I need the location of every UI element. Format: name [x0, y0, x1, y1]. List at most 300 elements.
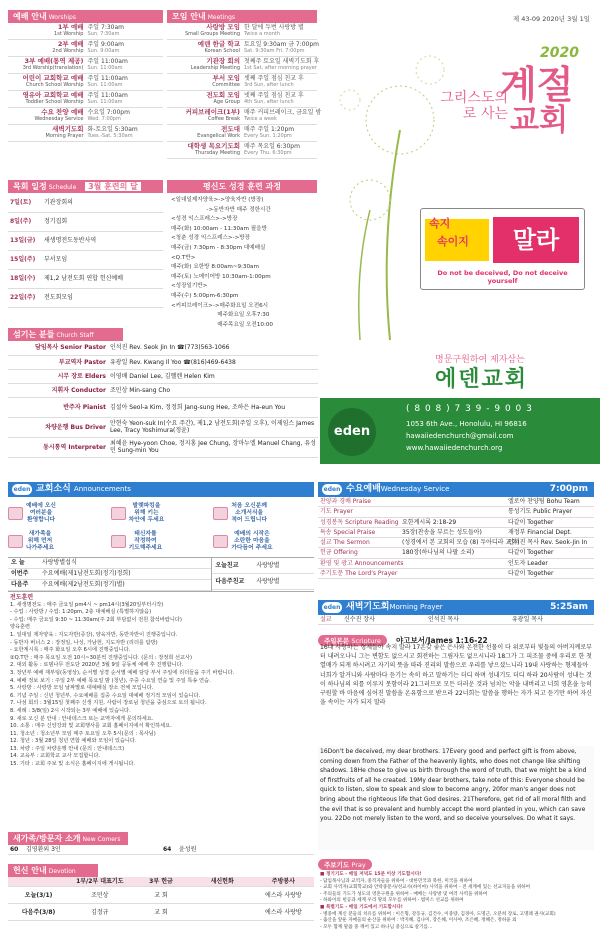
meetings-name-en: Korean School	[204, 48, 240, 54]
wednesday-time: 7:00pm	[549, 484, 588, 494]
meetings-time: 매주 커피브레이크, 금요일 밤	[244, 109, 322, 116]
wednesday-item: 성경봉독 Scripture Reading	[320, 518, 399, 526]
worship-time-cell	[86, 57, 164, 74]
morning-col-3: 인석진 목사	[426, 615, 510, 625]
news-item: 10. 소통 : 매주 신앙강좌 및 교회행사를 교회 홈페이지에서 확인하세요.	[10, 723, 172, 730]
wednesday-section	[318, 482, 594, 579]
meetings-time: 셋째 주일 점심 친교 후	[244, 75, 304, 82]
staff-name: 조민상 Min-sang Cho	[108, 383, 318, 397]
announcement-tile-text: 발렛파킹을 위해 키는 차안에 두세요	[128, 502, 165, 523]
schedule-event: 부서모임	[42, 250, 163, 269]
devotion-col-header	[8, 877, 69, 887]
today-value: 수요예배(제2남전도회(정기)별)	[42, 581, 125, 588]
wednesday-content	[400, 507, 506, 517]
devotion-cell: 에스라 사랑방	[253, 904, 314, 921]
training-line: 매주(수) 5:00pm-6:30pm	[171, 292, 239, 299]
meetings-name: 전도대	[221, 125, 240, 133]
worship-name: 영유아 교회학교 예배	[22, 91, 84, 99]
meetings-time-cell	[242, 142, 317, 159]
meetings-name: 예덴 한글 학교	[197, 40, 240, 48]
meetings-row	[167, 40, 317, 57]
staff-row	[8, 341, 318, 355]
schedule-date: 15일(주)	[8, 250, 42, 269]
announcement-tile-icon	[111, 507, 126, 520]
devotion-col-header: 주방봉사	[253, 877, 314, 887]
masthead-title: 계절	[500, 63, 574, 107]
worship-time: 화-토요일 5:30am	[87, 126, 138, 133]
announcement-tile	[111, 500, 212, 526]
news-item: - 요한계시록 : 매주 화요일 오후 6시에 진행중입니다.	[10, 647, 131, 654]
prayer-label: 주보기도 Pray	[318, 859, 372, 870]
newcomers-count-2: 64	[161, 845, 177, 855]
staff-role: 차량운행 Bus Driver	[8, 417, 108, 437]
meetings-time-cell	[242, 74, 317, 91]
today-label: 오 늘	[11, 559, 25, 566]
announcements-header: eden 교회소식 Announcements	[8, 482, 314, 497]
training-line: <청춘 성경 익스프레스>->방장	[171, 235, 251, 242]
staff-role: 담임목사 Senior Pastor	[8, 341, 108, 355]
wednesday-item: 기도 Prayer	[318, 507, 400, 517]
devotion-table	[8, 877, 314, 921]
announcement-tile-text: 태신자를 작정하여 기도해주세요	[128, 530, 163, 551]
meetings-row	[167, 91, 317, 108]
staff-role: 시무 장로 Elders	[8, 369, 108, 383]
worship-time: 주일 9:00am	[87, 41, 124, 48]
meetings-time: 매주 주일 1:20pm	[244, 126, 295, 133]
fellowship-label: 다음주친교	[215, 578, 245, 585]
meetings-name-en: Leadership Meeting	[190, 65, 240, 71]
wednesday-item: 찬양과 경배 Praise	[318, 497, 400, 507]
today-label: 이번주	[11, 570, 29, 577]
news-list	[10, 602, 312, 769]
morning-header: eden 새벽기도회Morning Prayer 5:25am	[318, 600, 594, 615]
newcomers-header: 새가족/방문자 소개 New Comers	[8, 832, 128, 845]
meetings-name-en: Age Group	[213, 99, 240, 105]
meetings-name-en: Small Groups Meeting	[184, 31, 240, 37]
meetings-time-cell	[242, 91, 317, 108]
meetings-name-cell	[167, 125, 242, 142]
news-item: 15. 기타 : 교회 주보 및 소식은 홈페이지에 게시됩니다.	[10, 761, 136, 768]
meetings-row	[167, 74, 317, 91]
meetings-name-cell	[167, 40, 242, 57]
news-item: 11. 청소년 : 청소년부 모임 매주 토요일 오후 5시(문의 : 목사님)	[10, 730, 156, 737]
devotion-head-row	[8, 877, 314, 887]
meetings-time-en: Every Sun. 1:20pm	[244, 133, 292, 139]
fellowship-row	[212, 558, 314, 574]
staff-table	[8, 341, 318, 458]
training-line: ->동반자반 매주 정한시간	[171, 206, 271, 213]
news-item: 4. 예배 정보 보기 : 주일 2부 예배 목요일 밤 (청년), 주중 수요일 연습 및 주일 특송 연습.	[10, 677, 211, 684]
scripture-korean: 16내 사랑하는 형제들아 속지 말라 17온갖 좋은 은사와 온전한 선물이 다 위로부터 빛들의 아버지께로부터 내려오나니 그는 변함도 없으시고 회전하는 그림자도 없으시니라 18그가 그 피조물 중에 우리로 한 첫 열매가 되게 하시려고 자기의 뜻을 따라 진리의 말씀으로 우리를 낳으셨느니라 19내 사랑하는 형제들아 너희가 알거니와 사람마다 듣기는 속히 하고 말하기는 더디 하며 성내기도 더디 하라 20사람이 성내는 것이 하나님의 의를 이루지 못함이라 21그러므로 모든 더러운 것과 넘치는 악을 내버리고 너희 영혼을 능히 구원할 바 마음에 심어진 말씀을 온유함으로 받으라 22너희는 말씀을 행하는 자가 되고 듣기만 하여 자신을 속이는 자가 되지 말라	[320, 644, 592, 707]
meetings-name-en: Coffee Break	[207, 116, 240, 122]
news-item: 7. 나섬 회의 : 3월15일 첫째주 신생 지원, 사람이 장로님 청년을 중심으로 토의 됩니다.	[10, 700, 207, 707]
contact-band	[320, 398, 600, 464]
training-line: <일대일제자양육>->양육자반 (방장)	[171, 197, 264, 203]
worship-time-cell	[86, 91, 164, 108]
worship-row	[8, 125, 163, 142]
fellowship-value: 사랑방별	[256, 562, 280, 569]
worship-name: 1부 예배	[57, 23, 84, 31]
meetings-name: 전도회 모임	[206, 91, 240, 99]
meetings-table	[167, 23, 322, 159]
wednesday-content	[400, 558, 506, 568]
announcement-tile	[8, 500, 109, 526]
meetings-time-en: 3rd Sun, after lunch	[244, 82, 294, 88]
issue-number: 제 43-09 2020년 3월 1일	[512, 15, 590, 23]
eden-small-logo: eden	[13, 486, 31, 493]
today-value: 수요예배(제1남전도회(정기)정희)	[42, 570, 131, 577]
newcomers-table	[8, 845, 314, 855]
today-label: 다음주	[11, 581, 29, 588]
wednesday-person: 다같이 Together	[506, 569, 594, 579]
meetings-header: 모임 안내 Meetings	[167, 10, 317, 23]
year: 2020	[540, 45, 579, 61]
today-value: 사랑방별섭식	[42, 559, 77, 566]
wednesday-content: 180장(하나님의 나팔 소리)	[400, 548, 506, 558]
wednesday-person: 엘로아 찬양팀 Bohu Team	[506, 497, 594, 507]
worship-row	[8, 74, 163, 91]
morning-col-2: 신수진 장사	[342, 615, 426, 625]
wednesday-row	[318, 569, 594, 579]
staff-role: 부교역자 Pastor	[8, 355, 108, 369]
meetings-row	[167, 57, 317, 74]
eden-small-logo-2: eden	[323, 486, 341, 493]
staff-row	[8, 417, 318, 437]
meetings-name-cell	[167, 23, 242, 40]
worship-name-cell	[8, 40, 86, 57]
today-info	[8, 557, 314, 592]
devotion-row	[8, 904, 314, 921]
prayer-line: - 주의들의 기도가 성도의 영혼구원을 위하여 - 매배는 사랑방 및 여러 사역을 위하여	[320, 891, 488, 897]
meetings-time: 매주 목요일 6:30pm	[244, 143, 300, 150]
training-line: <커피브레이크>->매주화요일 오전6시	[171, 302, 269, 309]
wednesday-item: 주기도문 The Lord's Prayer	[318, 569, 400, 579]
schedule-row	[8, 288, 163, 307]
training-line: <Q.T반>	[171, 254, 196, 261]
wednesday-row	[318, 527, 594, 537]
meetings-name: 부서 모임	[212, 74, 240, 82]
eden-small-logo-3: eden	[323, 604, 341, 611]
schedule-row	[8, 231, 163, 250]
worship-time-en: Sun. 7:30am	[87, 31, 120, 37]
prayer-line: ■ 특별기도 - 매일 기도에서 기도합시다!	[320, 904, 403, 910]
announcement-tile	[213, 500, 314, 526]
wednesday-content: 35장(찬송을 부르는 성도들아)	[400, 527, 506, 537]
news-item: 12. 청년 : 3월 28일 청년 연합 예배와 모임이 있습니다.	[10, 738, 137, 745]
worship-name: 2부 예배	[57, 40, 84, 48]
meetings-name: 사랑방 모임	[206, 23, 240, 31]
meetings-time-en: 4th Sun, after lunch	[244, 99, 294, 105]
meetings-name: 기관장 회의	[206, 57, 240, 65]
wednesday-row	[318, 507, 594, 517]
worship-time-cell	[86, 23, 164, 40]
staff-name: 김설아 Seol-a Kim, 정정희 Jang-sung Hee, 조하은 Ha-eun You	[108, 397, 318, 417]
news-item: 8. 세례 : 3/8(일) 2시 시작되는 3부 예배에 있습니다.	[10, 707, 131, 714]
wednesday-row	[318, 517, 594, 527]
today-row	[8, 580, 211, 591]
worship-name-en: Wednesday Service	[34, 116, 84, 122]
staff-row	[8, 437, 318, 457]
schedule-row	[8, 212, 163, 231]
banner-word-3: 말라	[493, 217, 579, 263]
fellowship-row	[212, 574, 314, 590]
announcement-tile-text: 예배에 오신 여러분을 환영합니다	[26, 502, 57, 523]
scripture-label: 주일본문 Scripture	[318, 635, 387, 646]
meetings-time-en: Sat. 9:30am Fri. 7:00pm	[244, 48, 305, 54]
email: hawaiiedenchurch@gmail.com	[406, 432, 514, 440]
meetings-time: 넷째 주일 점심 친교 후	[244, 92, 304, 99]
meetings-time-en: Twice a week	[244, 116, 277, 122]
training-line: 매주(화) 10:00am - 11:30am 필을방	[171, 225, 267, 232]
worship-name: 새벽기도회	[52, 125, 84, 133]
worship-name-en: Morning Prayer	[45, 133, 84, 139]
announcement-tile	[213, 528, 314, 554]
meetings-name-en: Thursday Meeting	[195, 150, 240, 156]
staff-name: 이영배 Daniel Lee, 김헬렌 Helen Kim	[108, 369, 318, 383]
devotion-cell: 교 회	[130, 887, 191, 904]
newcomers-name: 김영환외 3인	[24, 845, 161, 855]
meetings-time: 첫째주 토요일 새벽기도회 후	[244, 58, 320, 65]
worship-row	[8, 40, 163, 57]
announcement-tile-icon	[213, 535, 228, 548]
worship-time-cell	[86, 125, 164, 142]
morning-col-1: 설교	[318, 615, 342, 625]
today-row	[8, 569, 211, 580]
staff-name: 인석진 Rev. Seok Jin In ☎(773)563-1066	[108, 341, 318, 355]
prayer-line: - 모두 함께 말씀 중 깨어 있고 하나님 중심으로 살기를...	[320, 924, 433, 930]
worship-name-cell	[8, 57, 86, 74]
scripture-reference: 야고보서/James 1:16-22	[396, 636, 488, 645]
prayer-section	[318, 852, 594, 932]
devotion-header: 헌신 안내 Devotion	[8, 864, 98, 877]
banner-english: Do not be deceived, Do not deceive yourself	[437, 269, 568, 285]
devotion-cell: 교 회	[130, 904, 191, 921]
announcements-section	[8, 482, 314, 771]
wednesday-row	[318, 538, 594, 548]
announcement-tile-icon	[8, 507, 23, 520]
worship-name-en: Church School Worship	[25, 82, 84, 88]
worship-time: 수요일 7:00pm	[87, 109, 130, 116]
schedule-event: 정기집회	[42, 212, 163, 231]
worship-row	[8, 108, 163, 125]
staff-name: 유광일 Rev. Kwang Il Yoo ☎(816)469-6438	[108, 355, 318, 369]
worship-name-en: Toddler School Worship	[25, 99, 84, 105]
meetings-name-cell	[167, 142, 242, 159]
news-item: 2. 대외 활동 : 로뎀나무 전도단 2020년 3월 9일 공동체 예배 후 진행합니다.	[10, 662, 184, 669]
meetings-name-cell	[167, 57, 242, 74]
devotion-col-header: 1부/2부 대표기도	[69, 877, 130, 887]
devotion-cell	[192, 887, 253, 904]
worship-time-en: Sun. 11:00am	[87, 82, 123, 88]
wednesday-row	[318, 548, 594, 558]
meetings-time: 토요일 9:30am 금 7:00pm	[244, 41, 320, 48]
wednesday-item: 헌금 Offering	[318, 548, 400, 558]
worship-name-cell	[8, 74, 86, 91]
meetings-name-cell	[167, 91, 242, 108]
staff-role: 지휘자 Conductor	[8, 383, 108, 397]
announcement-tile-icon	[111, 535, 126, 548]
devotion-section	[8, 864, 314, 921]
news-item: - 수업: 매주 금요일 9:30 ~ 11:30am(주 2회 부담없이 전원 참석바랍니다)	[10, 616, 182, 623]
scripture-section	[318, 628, 594, 850]
scripture-english: 16Don't be deceived, my dear brothers. 17Every good and perfect gift is from above, coming down from the Father of the heavenly lights, who does not change like shifting shadows. 18He chose to give us birth through the word of truth, that we might be a kind of firstfruits of all he created. 19My dear brothers, take note of this: Everyone should be quick to listen, slow to speak and slow to become angry, 20for man's anger does not bring about the righteous life that God desires. 21Therefore, get rid of all moral filth and the evil that is so prevalent and humbly accept the word planted in you, which can save you. 22Do not merely listen to the word, and so deceive yourselves. Do what it says.	[318, 746, 594, 850]
staff-section	[8, 328, 318, 458]
worship-row	[8, 23, 163, 40]
news-item: ②Q.T반 : 매주 목요일 오전 10시~30분씩 진행중입니다. (문의 : 장정희 선교사)	[10, 654, 193, 661]
worship-time-cell	[86, 40, 164, 57]
news-item: 9. 새로 오신 분 안내 : 안내데스크 또는 교역자에게 문의하세요.	[10, 715, 154, 722]
schedule-event: 기관장회의	[42, 193, 163, 212]
wednesday-content	[400, 569, 506, 579]
worship-time-cell	[86, 108, 164, 125]
worship-name-en: 2nd Worship	[52, 48, 84, 54]
phone: ( 8 0 8 ) 7 3 9 - 9 0 0 3	[406, 404, 533, 414]
wednesday-item: 특송 Special Praise	[318, 527, 400, 537]
eden-logo: eden	[328, 408, 376, 456]
newcomers-section	[8, 832, 314, 855]
schedule-table	[8, 193, 163, 308]
announcement-tile-icon	[8, 535, 23, 548]
dandelion-illustration	[320, 40, 460, 340]
wednesday-content: 요한계시록 2:18-29	[400, 517, 506, 527]
prayer-line: - 하와이의 헌공과 세계 우리 땅의 모두를 위하여 - 범미스 선교를 위하여	[320, 898, 464, 904]
church-name: 에덴교회	[435, 367, 529, 392]
schedule-row	[8, 269, 163, 288]
staff-row	[8, 369, 318, 383]
schedule-row	[8, 250, 163, 269]
worship-row	[8, 57, 163, 74]
staff-role: 동시통역 Interpreter	[8, 437, 108, 457]
worship-time: 주일 11:00am	[87, 58, 128, 65]
staff-row	[8, 355, 318, 369]
meetings-name-cell	[167, 74, 242, 91]
news-item: 1. 일대일 제자양육 : 지도자반(증강), 양육자반, 동반자반이 진행중입니다.	[10, 631, 178, 638]
banner-word-2: 속이지	[437, 235, 469, 248]
worship-time: 주일 11:00am	[87, 92, 128, 99]
staff-row	[8, 397, 318, 417]
meetings-time-cell	[242, 57, 320, 74]
meetings-row	[167, 108, 317, 125]
worship-time-en: Sun. 11:00am	[87, 65, 123, 71]
masthead-church: 교회	[510, 103, 568, 138]
news-item: 14. 교육부 : 교회학교 교사 모집합니다.	[10, 753, 101, 760]
masthead-subtitle: 그리스도의 로 사는	[440, 90, 508, 122]
wednesday-person: 인도자 Leader	[506, 558, 594, 568]
schedule-date: 8일(주)	[8, 212, 42, 231]
meetings-name: 커피브레이크(1부)	[185, 108, 240, 116]
website: www.hawaiiedenchurch.org	[406, 444, 503, 452]
wednesday-header: eden 수요예배Wednesday Service 7:00pm	[318, 482, 594, 497]
worship-table	[8, 23, 163, 142]
vision-text: 명문구원하여 제자삼는	[435, 355, 525, 365]
worship-name: 어린이 교회학교 예배	[22, 74, 84, 82]
morning-col-4: 유광일 목사	[510, 615, 594, 625]
prayer-line: - 출산을 앞둔 자매들의 순산을 위하여 : 박지혜, 김나미, 장은혜, 이사야, 조은혜, 정혜은, 정하윤 외	[320, 918, 517, 924]
meetings-name: 대학생 목요기도회	[187, 142, 240, 150]
prayer-list	[318, 871, 594, 932]
worship-name-cell	[8, 125, 86, 142]
training-section	[167, 180, 317, 333]
morning-section	[318, 600, 594, 625]
banner-word-1: 속지	[429, 217, 451, 230]
worship-name-cell	[8, 23, 86, 40]
announcement-tile-icon	[213, 507, 228, 520]
wednesday-row	[318, 558, 594, 568]
fellowship-label: 오늘친교	[215, 562, 239, 569]
devotion-cell: 오늘(3/1)	[8, 887, 69, 904]
news-item: 양육훈련	[10, 624, 31, 631]
meetings-time-en: 1st Sat, after morning prayer	[244, 65, 317, 71]
prayer-line: - 교회 사역자(교회학교)와 안락중문사/선교사(하이마) 사역을 위하여 - 전 세계에 있는 선교지들을 위하여	[320, 885, 531, 891]
masthead	[320, 0, 600, 480]
devotion-col-header: 새신헌화	[192, 877, 253, 887]
news-item: 6. 기념 주일 : 신년 청년부, 수요예배를 집중 수요일 대예배 정기적 모임이 있습니다.	[10, 692, 201, 699]
announcement-tile	[8, 528, 109, 554]
schedule-date: 22일(주)	[8, 288, 42, 307]
meetings-time-cell	[242, 40, 320, 57]
schedule-date: 18일(수)	[8, 269, 42, 288]
meetings-row	[167, 125, 317, 142]
news-item: 5. 사랑방 : 사랑방 모임 날짜별로 대예배실 장소 전체 모입니다.	[10, 685, 154, 692]
schedule-event: 제1,2 남전도회 연합 헌신예배	[42, 269, 163, 288]
newcomers-name-2: 윤성원	[177, 845, 314, 855]
worship-header: 예배 안내 Worships	[8, 10, 163, 23]
worship-time-en: Sun. 11:00am	[87, 99, 123, 105]
prayer-line: - 담임목사님과 교역자, 중직자들을 위하여 - 대한민국과 북한, 미국을 위하여	[320, 878, 473, 884]
announcement-tile-text: 새가족을 위해 먼저 나가주세요	[26, 530, 54, 551]
meetings-row	[167, 142, 317, 159]
worship-name-cell	[8, 91, 86, 108]
wednesday-content	[400, 497, 506, 507]
meetings-time: 한 달에 두번 사랑방 별	[244, 24, 304, 31]
meetings-time-cell	[242, 108, 322, 125]
training-line: 매주목요일 오전10:00	[171, 321, 273, 328]
address: 1053 6th Ave., Honolulu, HI 96816	[406, 420, 527, 428]
worship-time-en: Sun. 9:00am	[87, 48, 120, 54]
announcement-tiles	[8, 497, 314, 557]
meetings-time-cell	[242, 23, 317, 40]
meetings-section	[167, 10, 322, 159]
morning-time: 5:25am	[550, 602, 588, 612]
meetings-time-cell	[242, 125, 317, 142]
news-item: 3. 장년부 예배 재부팅(동영상), 순서별 성경 순서별 예배 담당 부서 주일에 리더들을 주기 바랍니다.	[10, 669, 235, 676]
meetings-name-en: Committee	[212, 82, 240, 88]
news-item: - 동반자 버너스 2 : 장정일, 나성, 가남헌, 지도자반 (리더를 탐방)	[10, 639, 158, 646]
devotion-cell: 다음주(3/8)	[8, 904, 69, 921]
schedule-header: 목회 일정 Schedule 3월 훈련의 달	[8, 180, 163, 193]
training-title: 평신도 성경 훈련 과정	[167, 180, 317, 193]
training-line: 매주(토) 노메이어방 10:30am-1:00pm	[171, 273, 271, 280]
announcement-tile-text: 처음 오신분께 소개서식을 적어 드립니다	[231, 502, 267, 523]
worship-name: 3부 예배(통역 제공)	[24, 57, 84, 65]
worship-name-cell	[8, 108, 86, 125]
meetings-name-cell	[167, 108, 242, 125]
announcement-tile	[111, 528, 212, 554]
fellowship-value: 사랑방별	[256, 578, 280, 585]
worship-name-en: 3rd Worship(translation)	[22, 65, 84, 71]
meetings-time-en: Twice a month	[244, 31, 281, 37]
worship-time: 주일 7:30am	[87, 24, 124, 31]
wednesday-row	[318, 497, 594, 507]
worship-time-en: Tues.-Sat. 5:30am	[87, 133, 133, 139]
wednesday-content: (성경에서 본 교회의 모습 (8) 두아디라 교회)	[402, 539, 520, 547]
schedule-section	[8, 180, 163, 308]
prayer-line: - 병중에 계신 분들의 치유를 위하여 : 이은형, 강동규, 김건수, 이중량, 김경아, 도명근, 오분희 장로, 고명례 권사(교회)	[320, 911, 556, 917]
training-list	[167, 193, 317, 333]
wednesday-person: 다같이 Together	[506, 517, 594, 527]
training-line: <성경 익스프레스>->방장	[171, 216, 238, 223]
worship-time-en: Wed. 7:00pm	[87, 116, 121, 122]
